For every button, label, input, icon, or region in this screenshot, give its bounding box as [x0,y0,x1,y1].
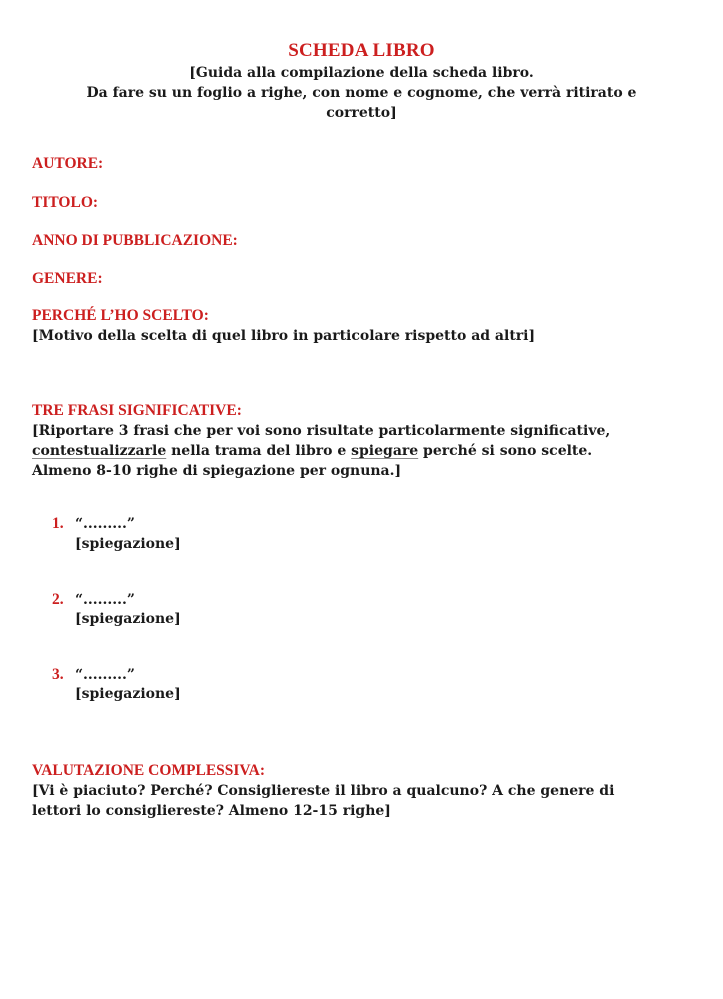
frase-3-quote: “.........” [75,667,135,683]
valutazione-complessiva-description [32,781,672,821]
frasi-description-line-2 [32,441,672,461]
genere-label: GENERE: [32,270,103,287]
frase-3-number: 3. [52,666,64,683]
valutazione-complessiva-label: VALUTAZIONE COMPLESSIVA: [32,762,265,779]
frase-2-quote: “.........” [75,592,135,608]
frasi-line-2-end: perché si sono scelte. [418,443,593,459]
frase-2-number: 2. [52,591,64,608]
frasi-significative-description [32,421,672,481]
anno-pubblicazione-label: ANNO DI PUBBLICAZIONE: [32,232,238,249]
frasi-description-line-1: [Riportare 3 frasi che per voi sono risultate particolarmente significative, [32,423,611,439]
document-subtitle [40,63,683,123]
frase-1-explanation: [spiegazione] [75,536,181,552]
frasi-description-line-3: Almeno 8-10 righe di spiegazione per ognuna.] [32,463,402,479]
document-title: SCHEDA LIBRO [288,40,435,61]
spiegare-word: spiegare [351,443,419,459]
subtitle-line-3: corretto] [326,105,397,121]
titolo-label: TITOLO: [32,194,99,211]
valutazione-line-1: [Vi è piaciuto? Perché? Consigliereste il libro a qualcuno? A che genere di [32,783,615,799]
frasi-significative-label: TRE FRASI SIGNIFICATIVE: [32,402,242,419]
valutazione-line-2: lettori lo consigliereste? Almeno 12-15 righe] [32,803,391,819]
frase-2-explanation: [spiegazione] [75,611,181,627]
subtitle-line-1: [Guida alla compilazione della scheda libro. [189,65,534,81]
contestualizzarle-word: contestualizzarle [32,443,167,459]
frasi-line-2-middle: nella trama del libro e [166,443,352,459]
autore-label: AUTORE: [32,155,104,172]
perche-scelto-description: [Motivo della scelta di quel libro in particolare rispetto ad altri] [32,328,536,344]
perche-scelto-label: PERCHÉ L’HO SCELTO: [32,307,209,324]
frase-3-explanation: [spiegazione] [75,686,181,702]
subtitle-line-2: Da fare su un foglio a righe, con nome e cognome, che verrà ritirato e [86,85,637,101]
frase-1-quote: “.........” [75,516,135,532]
frase-1-number: 1. [52,515,64,532]
